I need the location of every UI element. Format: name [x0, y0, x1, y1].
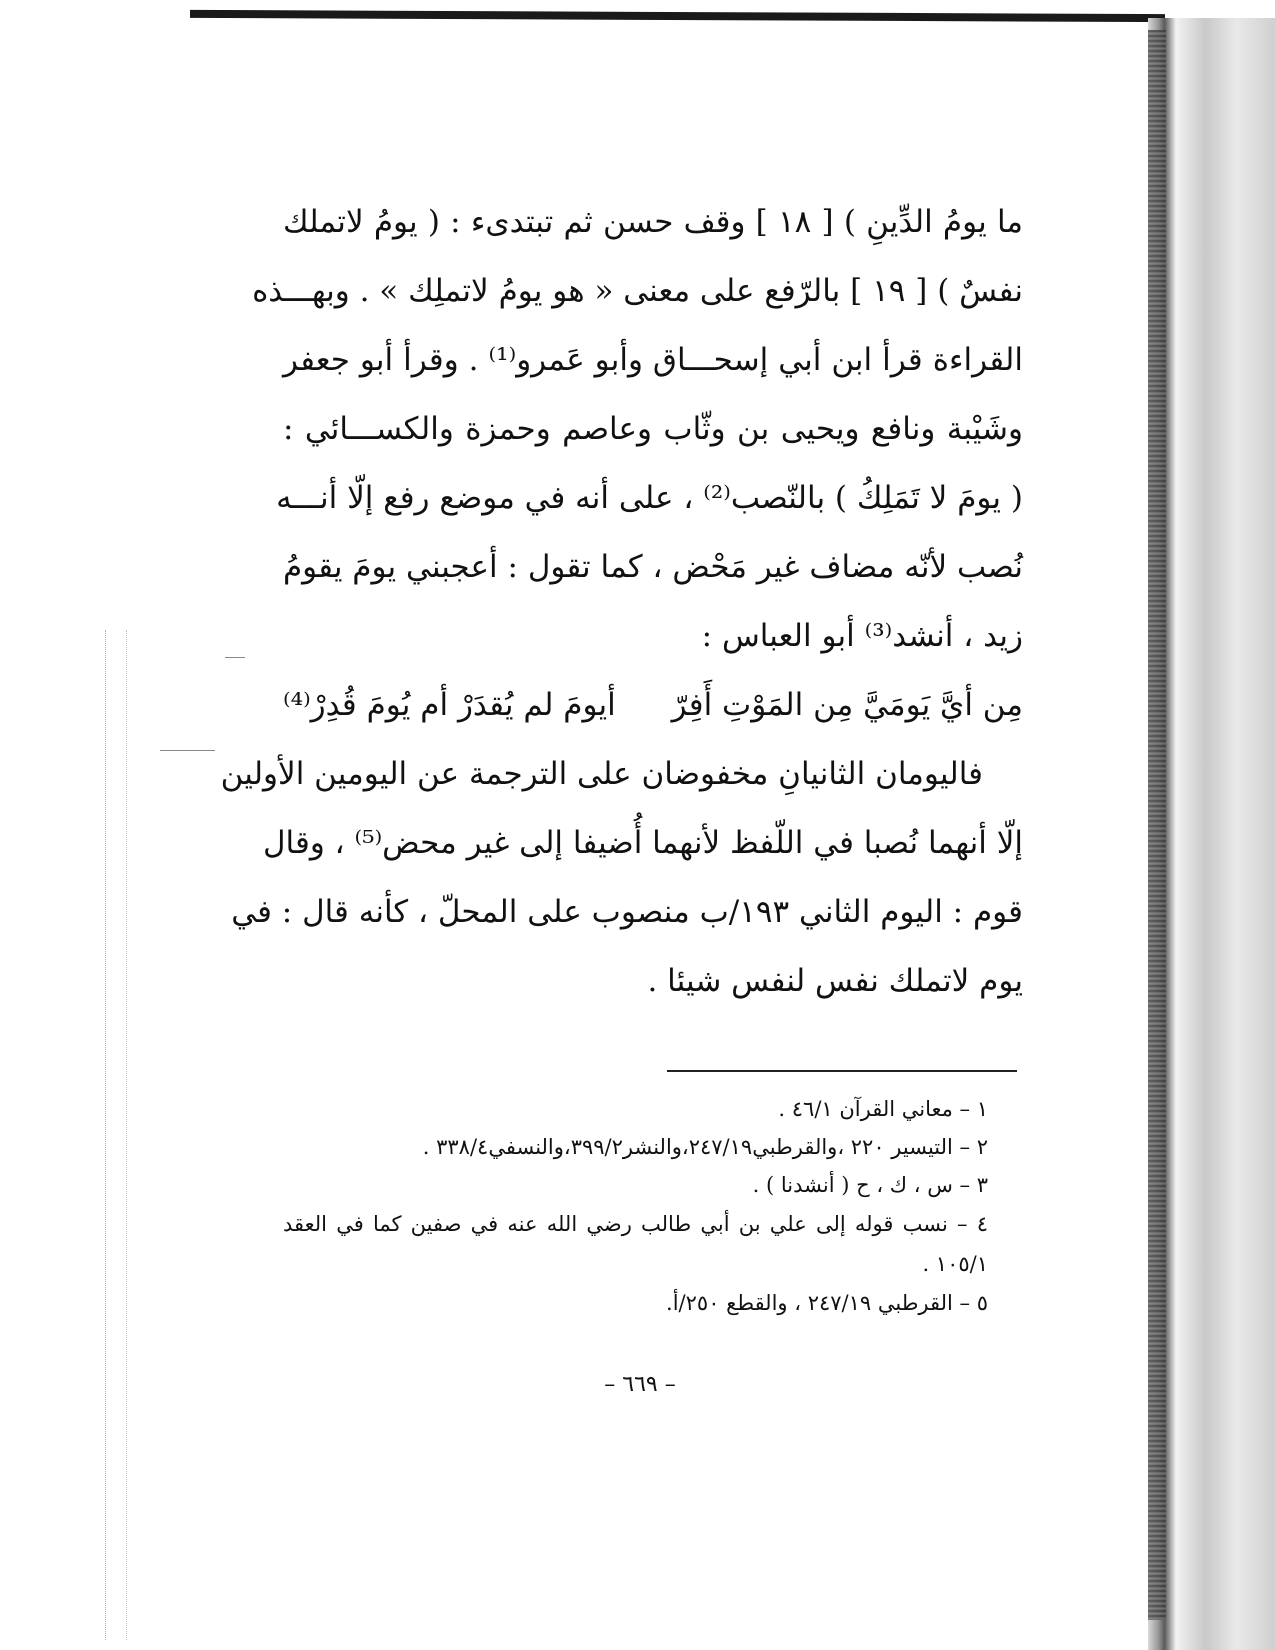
text-line: فاليومان الثانيانِ مخفوضان على الترجمة عن اليومين الأولين — [220, 756, 983, 792]
book-spine-edge — [1148, 30, 1166, 1620]
margin-dash — [160, 750, 215, 751]
text-line: قوم : اليوم الثاني ١٩٣/ب منصوب على المحلّ ، كأنه قال : في — [231, 894, 1023, 930]
book-spine-shadow — [1148, 18, 1275, 1650]
footnote: ٤ – نسب قوله إلى علي بن أبي طالب رضي الله عنه في صفين كما في العقد ١٠٥/١ . — [283, 1212, 988, 1276]
text-line: ما يومُ الدِّينِ ) [ ١٨ ] وقف حسن ثم تبتدىء : ( يومُ لاتملك — [283, 204, 1023, 240]
verse-second-hemistich: أيومَ لم يُقدَرْ أم يُومَ قُدِرْ⁽⁴⁾ — [283, 687, 616, 723]
text-line: يوم لاتملك نفس لنفس شيئا . — [647, 963, 1023, 999]
text-line: نفسٌ ) [ ١٩ ] بالرّفع على معنى « هو يومُ لاتملِك » . وبهـــذه — [252, 273, 1023, 309]
main-text — [220, 188, 1023, 1016]
footnote: ٥ – القرطبي ٢٤٧/١٩ ، والقطع ٢٥٠/أ. — [666, 1291, 988, 1315]
page-number: – ٦٦٩ – — [604, 1372, 676, 1397]
text-line: ( يومَ لا تَمَلِكُ ) بالنّصب⁽²⁾ ، على أنه في موضع رفع إلّا أنـــه — [276, 480, 1023, 516]
text-line: وشَيْبة ونافع ويحيى بن وثّاب وعاصم وحمزة والكســـائي : — [283, 411, 1023, 447]
text-line: إلّا أنهما نُصبا في اللّفظ لأنهما أُضيفا إلى غير محض⁽⁵⁾ ، وقال — [263, 825, 1023, 861]
footnote-separator — [667, 1070, 1017, 1072]
poetry-verse — [283, 671, 1023, 740]
scan-margin-marks — [105, 630, 146, 1640]
text-line: زيد ، أنشد⁽³⁾ أبو العباس : — [701, 618, 1023, 654]
text-line: القراءة قرأ ابن أبي إسحـــاق وأبو عَمرو⁽¹⁾ . وقرأ أبو جعفر — [283, 342, 1023, 378]
footnote: ٢ – التيسير ٢٢٠ ،والقرطبي٢٤٧/١٩،والنشر٣٩٩/٢،والنسفي٣٣٨/٤ . — [422, 1135, 988, 1159]
footnotes — [283, 1090, 988, 1322]
footnote: ١ – معاني القرآن ٤٦/١ . — [778, 1097, 988, 1121]
verse-first-hemistich: مِن أيَّ يَومَيَّ مِن المَوْتِ أَفِرّ — [671, 687, 1023, 723]
footnote: ٣ – س ، ك ، ح ( أنشدنا ) . — [752, 1173, 988, 1197]
top-border-rule — [190, 10, 1165, 22]
text-line: نُصب لأنّه مضاف غير مَحْض ، كما تقول : أعجبني يومَ يقومُ — [282, 549, 1023, 585]
margin-dash — [225, 657, 245, 658]
